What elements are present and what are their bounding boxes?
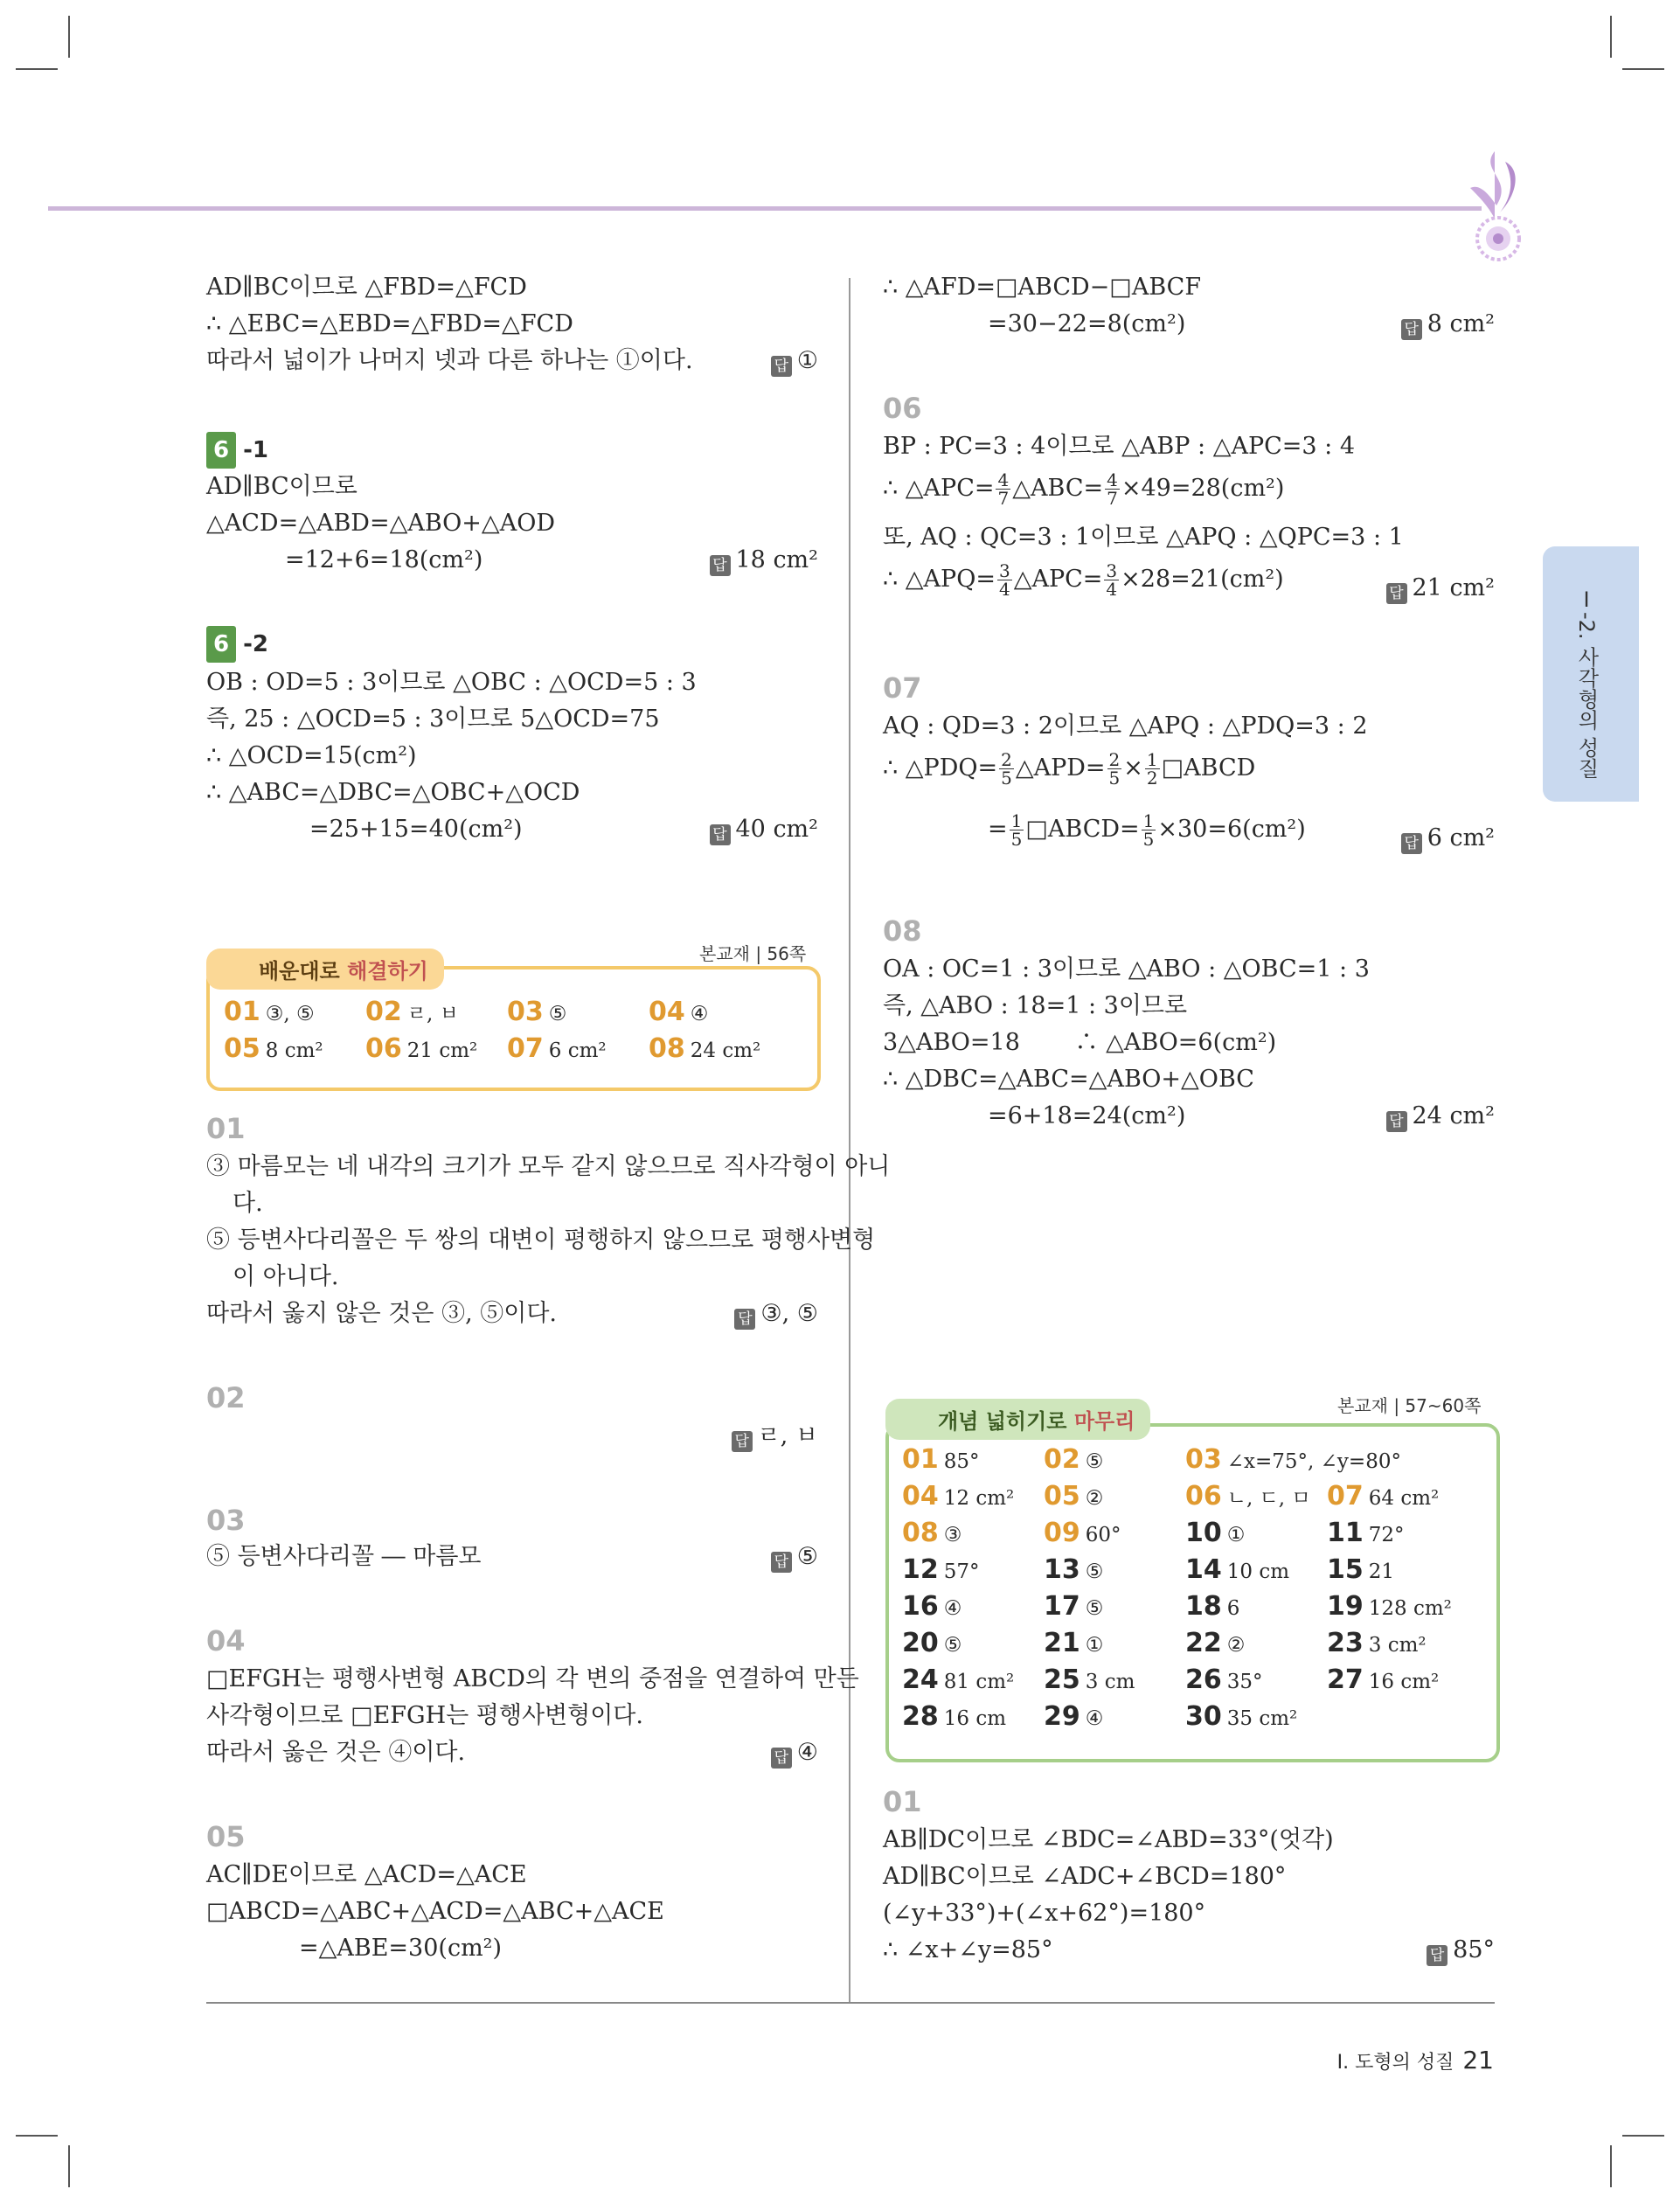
item-number: 30	[1185, 1701, 1222, 1732]
item-number: 29	[1044, 1701, 1080, 1732]
item-number: 07	[507, 1033, 544, 1064]
answer	[1401, 306, 1495, 343]
numerator: 4	[1107, 469, 1118, 490]
answer-value: ⑤	[796, 1543, 818, 1570]
denominator: 5	[1108, 768, 1121, 789]
item-value: 35°	[1226, 1671, 1263, 1693]
item-number: 18	[1185, 1591, 1222, 1622]
answer-grid-item	[1185, 1518, 1245, 1548]
problem-number: 03	[206, 1504, 246, 1537]
item-value: 6	[1226, 1597, 1240, 1620]
text-line: 따라서 옳은 것은 ④이다.	[206, 1739, 466, 1766]
item-number: 06	[365, 1033, 402, 1064]
denominator: 7	[1107, 488, 1118, 509]
title-part: 배운대로	[259, 959, 348, 983]
text-line: ⑤ 등변사다리꼴은 두 쌍의 대변이 평행하지 않으므로 평행사변형	[206, 1227, 876, 1254]
answer	[771, 1734, 818, 1771]
item-number: 17	[1044, 1591, 1080, 1622]
fraction	[1145, 751, 1160, 787]
expr: ×28=21(cm²)	[1121, 566, 1284, 593]
answer-grid-item	[1044, 1701, 1103, 1732]
problem-number-box: 6	[206, 626, 236, 663]
fraction	[1010, 812, 1024, 848]
text-line: □EFGH는 평행사변형 ABCD의 각 변의 중점을 연결하여 만든	[206, 1665, 859, 1692]
item-number: 26	[1185, 1664, 1222, 1695]
item-number: 23	[1327, 1628, 1364, 1658]
text-line: 따라서 넓이가 나머지 넷과 다른 하나는 ①이다.	[206, 347, 693, 374]
answer-badge: 답	[771, 1552, 792, 1573]
answer-grid-item	[902, 1591, 961, 1622]
text-line: 따라서 옳지 않은 것은 ③, ⑤이다.	[206, 1300, 557, 1327]
item-number: 25	[1044, 1664, 1080, 1695]
page-number: 21	[1462, 2046, 1494, 2074]
item-number: 21	[1044, 1628, 1080, 1658]
answer-badge: 답	[734, 1309, 755, 1330]
text-line: =25+15=40(cm²)	[309, 816, 523, 843]
text-line: AB∥DC이므로 ∠BDC=∠ABD=33°(엇각)	[883, 1826, 1334, 1853]
item-number: 07	[1327, 1481, 1364, 1512]
item-number: 12	[902, 1554, 939, 1585]
problem-number: 08	[883, 914, 922, 948]
text-line: =12+6=18(cm²)	[285, 546, 483, 573]
item-value: ④	[690, 1003, 709, 1025]
crop-mark	[68, 2145, 70, 2187]
answer-badge: 답	[732, 1431, 753, 1452]
text-line: =△ABE=30(cm²)	[299, 1935, 503, 1962]
expr: □ABCD	[1161, 754, 1256, 782]
answer-grid-item	[365, 997, 459, 1027]
answer-value: 85°	[1453, 1936, 1495, 1963]
answer-grid-item	[1327, 1518, 1405, 1548]
answer-grid-item	[1185, 1554, 1289, 1585]
item-number: 05	[224, 1033, 260, 1064]
flower-ornament-icon	[1461, 144, 1531, 267]
answer-badge: 답	[710, 824, 731, 845]
item-value: 81 cm²	[943, 1671, 1015, 1693]
numerator: 1	[1146, 749, 1158, 770]
answer-value: 18 cm²	[735, 546, 818, 573]
item-number: 13	[1044, 1554, 1080, 1585]
answer-badge: 답	[1427, 1945, 1447, 1966]
footer-rule	[206, 2002, 1495, 2004]
item-value: 85°	[943, 1450, 980, 1473]
answer-grid-item	[1044, 1664, 1135, 1695]
answer-value: ①	[796, 347, 818, 374]
text-line: OB : OD=5 : 3이므로 △OBC : △OCD=5 : 3	[206, 669, 697, 696]
answer-grid-item	[1327, 1664, 1439, 1695]
item-number: 08	[649, 1033, 685, 1064]
answer-grid-item	[1327, 1481, 1439, 1512]
numerator: 1	[1142, 810, 1155, 831]
numerator: 2	[1108, 749, 1121, 770]
text-line	[988, 811, 1306, 848]
denominator: 5	[1010, 829, 1023, 850]
header-rule	[48, 206, 1482, 211]
item-number: 27	[1327, 1664, 1364, 1695]
item-number: 01	[224, 997, 260, 1027]
item-value: 21	[1368, 1560, 1395, 1583]
item-value: ⑤	[943, 1634, 962, 1657]
text-line	[883, 470, 1284, 507]
item-number: 08	[902, 1518, 939, 1548]
item-number: 20	[902, 1628, 939, 1658]
expr: ×	[1123, 754, 1143, 782]
item-value: 12 cm²	[943, 1487, 1015, 1510]
denominator: 5	[1142, 829, 1155, 850]
text-line: ∴ △AFD=□ABCD−□ABCF	[883, 274, 1202, 301]
answer-grid-item	[902, 1554, 980, 1585]
item-value: ④	[1085, 1707, 1104, 1730]
numerator: 2	[1001, 749, 1012, 770]
item-value: 24 cm²	[690, 1039, 761, 1062]
text-line	[883, 750, 1255, 787]
text-line: ⑤ 등변사다리꼴 ― 마름모	[206, 1543, 482, 1570]
item-number: 10	[1185, 1518, 1222, 1548]
answer-grid-item	[1327, 1628, 1427, 1658]
text-line: 즉, 25 : △OCD=5 : 3이므로 5△OCD=75	[206, 705, 660, 733]
item-value: ③, ⑤	[265, 1003, 315, 1025]
summary-box-title	[885, 1399, 1150, 1440]
item-value: 3 cm²	[1368, 1634, 1427, 1657]
problem-number-suffix: -2	[243, 631, 268, 657]
answer-grid-item	[902, 1444, 980, 1475]
crop-mark	[1622, 2135, 1664, 2137]
answer-grid-item	[507, 997, 566, 1027]
problem-number: 02	[206, 1381, 246, 1414]
text-line: ∴ △DBC=△ABC=△ABO+△OBC	[883, 1066, 1254, 1093]
item-value: 72°	[1368, 1524, 1405, 1546]
answer	[1401, 820, 1495, 857]
item-number: 06	[1185, 1481, 1222, 1512]
fraction	[1142, 812, 1156, 848]
numerator: 4	[997, 469, 1010, 490]
text-line: □ABCD=△ABC+△ACD=△ABC+△ACE	[206, 1898, 664, 1925]
text-line: AD∥BC이므로	[206, 473, 358, 500]
footer-chapter: Ⅰ. 도형의 성질	[1336, 2052, 1454, 2074]
problem-number-box: 6	[206, 432, 236, 469]
item-number: 22	[1185, 1628, 1222, 1658]
numerator: 1	[1010, 810, 1023, 831]
denominator: 7	[997, 488, 1010, 509]
answer-grid-item	[1327, 1591, 1452, 1622]
item-value: 64 cm²	[1368, 1487, 1440, 1510]
problem-number	[206, 626, 268, 663]
answer-grid-item	[1327, 1554, 1394, 1585]
fraction	[1107, 751, 1122, 787]
item-number: 02	[365, 997, 402, 1027]
item-value: 128 cm²	[1368, 1597, 1452, 1620]
item-number: 19	[1327, 1591, 1364, 1622]
answer-grid-item	[902, 1664, 1014, 1695]
title-highlight: 마무리	[1073, 1409, 1135, 1434]
problem-number: 07	[883, 671, 922, 705]
expr: ∴ △PDQ=	[883, 754, 998, 782]
answer	[1386, 570, 1496, 607]
denominator: 2	[1146, 768, 1158, 789]
item-number: 15	[1327, 1554, 1364, 1585]
item-number: 11	[1327, 1518, 1364, 1548]
text-line: ∴ △ABC=△DBC=△OBC+△OCD	[206, 779, 580, 806]
expr: ×30=6(cm²)	[1157, 816, 1306, 843]
answer-grid-item	[1185, 1701, 1297, 1732]
item-value: 10 cm	[1226, 1560, 1290, 1583]
item-value: 3 cm	[1085, 1671, 1135, 1693]
item-value: ⑤	[1085, 1560, 1104, 1583]
answer-badge: 답	[1401, 833, 1422, 854]
answer	[1427, 1932, 1495, 1969]
text-line: BP : PC=3 : 4이므로 △ABP : △APC=3 : 4	[883, 433, 1356, 460]
problem-number: 01	[883, 1785, 922, 1818]
item-value: ④	[943, 1597, 962, 1620]
answer-grid-item	[902, 1481, 1014, 1512]
expr: ×49=28(cm²)	[1121, 475, 1285, 502]
text-line: (∠y+33°)+(∠x+62°)=180°	[883, 1900, 1206, 1927]
item-number: 04	[649, 997, 685, 1027]
answer-grid-item	[224, 997, 315, 1027]
item-value: 16 cm	[943, 1707, 1007, 1730]
answer	[710, 811, 819, 848]
item-number: 04	[902, 1481, 939, 1512]
answer-grid-item	[1044, 1518, 1121, 1548]
item-value: 8 cm²	[265, 1039, 323, 1062]
answer-value: 24 cm²	[1412, 1102, 1495, 1129]
crop-mark	[1610, 16, 1612, 58]
item-number: 14	[1185, 1554, 1222, 1585]
item-value: ⑤	[1085, 1450, 1104, 1473]
answer-grid-item	[1044, 1481, 1103, 1512]
item-value: ㄴ, ㄷ, ㅁ	[1226, 1487, 1311, 1510]
answer-badge: 답	[771, 1748, 792, 1769]
crop-mark	[16, 2135, 58, 2137]
expr: △ABC=	[1012, 475, 1104, 502]
expr: ∴ △APC=	[883, 475, 995, 502]
answer-grid-item	[1044, 1444, 1103, 1475]
problem-number: 04	[206, 1624, 246, 1657]
problem-number	[206, 432, 268, 469]
text-line: ③ 마름모는 네 내각의 크기가 모두 같지 않으므로 직사각형이 아니	[206, 1153, 891, 1180]
text-line: △ACD=△ABD=△ABO+△AOD	[206, 510, 555, 537]
answer	[732, 1418, 818, 1455]
text-line: 다.	[233, 1190, 263, 1217]
fraction	[997, 562, 1012, 598]
item-number: 05	[1044, 1481, 1080, 1512]
crop-mark	[16, 68, 58, 70]
item-number: 03	[1185, 1444, 1222, 1475]
item-value: ③	[943, 1524, 962, 1546]
item-value: ∠x=75°, ∠y=80°	[1226, 1450, 1401, 1473]
fraction	[1105, 471, 1120, 507]
item-value: 35 cm²	[1226, 1707, 1298, 1730]
text-line: ∴ △EBC=△EBD=△FBD=△FCD	[206, 310, 573, 337]
fraction	[1104, 562, 1119, 598]
text-line: AD∥BC이므로 ∠ADC+∠BCD=180°	[883, 1863, 1287, 1890]
text-line: 3△ABO=18 ∴ △ABO=6(cm²)	[883, 1029, 1277, 1056]
item-value: 60°	[1085, 1524, 1121, 1546]
crop-mark	[1610, 2145, 1612, 2187]
answer-grid-item	[1044, 1591, 1103, 1622]
answer-badge: 답	[710, 555, 731, 576]
answer-grid-item	[1044, 1554, 1103, 1585]
text-line: OA : OC=1 : 3이므로 △ABO : △OBC=1 : 3	[883, 956, 1370, 983]
answer-grid-item	[649, 997, 708, 1027]
text-line: =6+18=24(cm²)	[988, 1102, 1186, 1129]
answer-value: ④	[796, 1739, 818, 1766]
page-footer	[1337, 2046, 1494, 2074]
item-value: ⑤	[548, 1003, 567, 1025]
numerator: 3	[998, 560, 1010, 581]
text-line: =30−22=8(cm²)	[988, 310, 1186, 337]
answer-grid-item	[1185, 1664, 1263, 1695]
item-value: 21 cm²	[406, 1039, 478, 1062]
text-line: AD∥BC이므로 △FBD=△FCD	[206, 274, 527, 301]
answer-value: 8 cm²	[1427, 310, 1495, 337]
item-number: 01	[902, 1444, 939, 1475]
answer-value: 40 cm²	[735, 816, 818, 843]
textbook-reference: 본교재 | 56쪽	[699, 943, 807, 964]
numerator: 3	[1106, 560, 1118, 581]
text-line: 사각형이므로 □EFGH는 평행사변형이다.	[206, 1702, 643, 1729]
answer-grid-item	[902, 1701, 1006, 1732]
answer-grid-item	[224, 1033, 323, 1064]
problem-number: 05	[206, 1820, 246, 1853]
answer	[734, 1296, 818, 1332]
answer	[1386, 1098, 1496, 1135]
problem-number: 06	[883, 392, 922, 425]
answer-grid-item	[902, 1518, 961, 1548]
expr: ∴ △APQ=	[883, 566, 996, 593]
expr: △APD=	[1015, 754, 1106, 782]
item-value: ①	[1085, 1634, 1104, 1657]
answer-value: 6 cm²	[1427, 824, 1495, 851]
fraction	[996, 471, 1010, 507]
denominator: 4	[998, 579, 1010, 600]
item-number: 03	[507, 997, 544, 1027]
item-value: 16 cm²	[1368, 1671, 1440, 1693]
text-line: ∴ △OCD=15(cm²)	[206, 742, 417, 769]
item-value: ㄹ, ㅂ	[406, 1003, 459, 1025]
answer-grid-item	[902, 1628, 961, 1658]
text-line: AC∥DE이므로 △ACD=△ACE	[206, 1861, 527, 1888]
text-line: ∴ ∠x+∠y=85°	[883, 1936, 1053, 1963]
text-line	[883, 561, 1284, 598]
answer-badge: 답	[1386, 583, 1407, 604]
item-number: 28	[902, 1701, 939, 1732]
answer-badge: 답	[1386, 1111, 1407, 1132]
expr: =	[988, 816, 1008, 843]
textbook-reference: 본교재 | 57~60쪽	[1337, 1395, 1482, 1416]
title-part: 개념 넓히기로	[938, 1409, 1074, 1434]
answer-value: ③, ⑤	[760, 1300, 818, 1327]
answer-badge: 답	[1401, 319, 1422, 340]
answer-grid-item	[365, 1033, 477, 1064]
denominator: 5	[1001, 768, 1012, 789]
item-value: 57°	[943, 1560, 980, 1583]
summary-box-title	[206, 949, 444, 990]
fraction	[999, 751, 1014, 787]
answer-grid-item	[1185, 1444, 1401, 1475]
answer-grid-item	[649, 1033, 760, 1064]
text-line: 즉, △ABO : 18=1 : 3이므로	[883, 992, 1188, 1019]
text-line: AQ : QD=3 : 2이므로 △APQ : △PDQ=3 : 2	[883, 712, 1368, 740]
answer-grid-item	[1185, 1628, 1245, 1658]
answer-grid-item	[1185, 1591, 1239, 1622]
text-line: 이 아니다.	[233, 1263, 339, 1290]
item-number: 02	[1044, 1444, 1080, 1475]
text-line: 또, AQ : QC=3 : 1이므로 △APQ : △QPC=3 : 1	[883, 524, 1404, 551]
item-value: ②	[1085, 1487, 1104, 1510]
expr: △APC=	[1013, 566, 1103, 593]
item-number: 16	[902, 1591, 939, 1622]
item-value: 6 cm²	[548, 1039, 607, 1062]
denominator: 4	[1106, 579, 1118, 600]
answer-grid-item	[1185, 1481, 1311, 1512]
answer-grid-item	[507, 1033, 607, 1064]
title-highlight: 해결하기	[347, 959, 428, 983]
item-value: ⑤	[1085, 1597, 1104, 1620]
answer-value: 21 cm²	[1412, 574, 1495, 601]
crop-mark	[1622, 68, 1664, 70]
answer-value: ㄹ, ㅂ	[757, 1422, 818, 1449]
item-value: ②	[1226, 1634, 1246, 1657]
item-number: 24	[902, 1664, 939, 1695]
crop-mark	[68, 16, 70, 58]
expr: □ABCD=	[1025, 816, 1140, 843]
answer	[771, 343, 818, 379]
problem-number: 01	[206, 1112, 246, 1145]
column-divider	[849, 278, 850, 2002]
answer	[771, 1539, 818, 1575]
item-number: 09	[1044, 1518, 1080, 1548]
problem-number-suffix: -1	[243, 437, 268, 463]
chapter-side-tab-label: Ⅰ-2. 사각형의 성질	[1574, 587, 1599, 779]
item-value: ①	[1226, 1524, 1246, 1546]
answer-grid-item	[1044, 1628, 1103, 1658]
answer	[710, 542, 819, 579]
answer-badge: 답	[771, 356, 792, 377]
